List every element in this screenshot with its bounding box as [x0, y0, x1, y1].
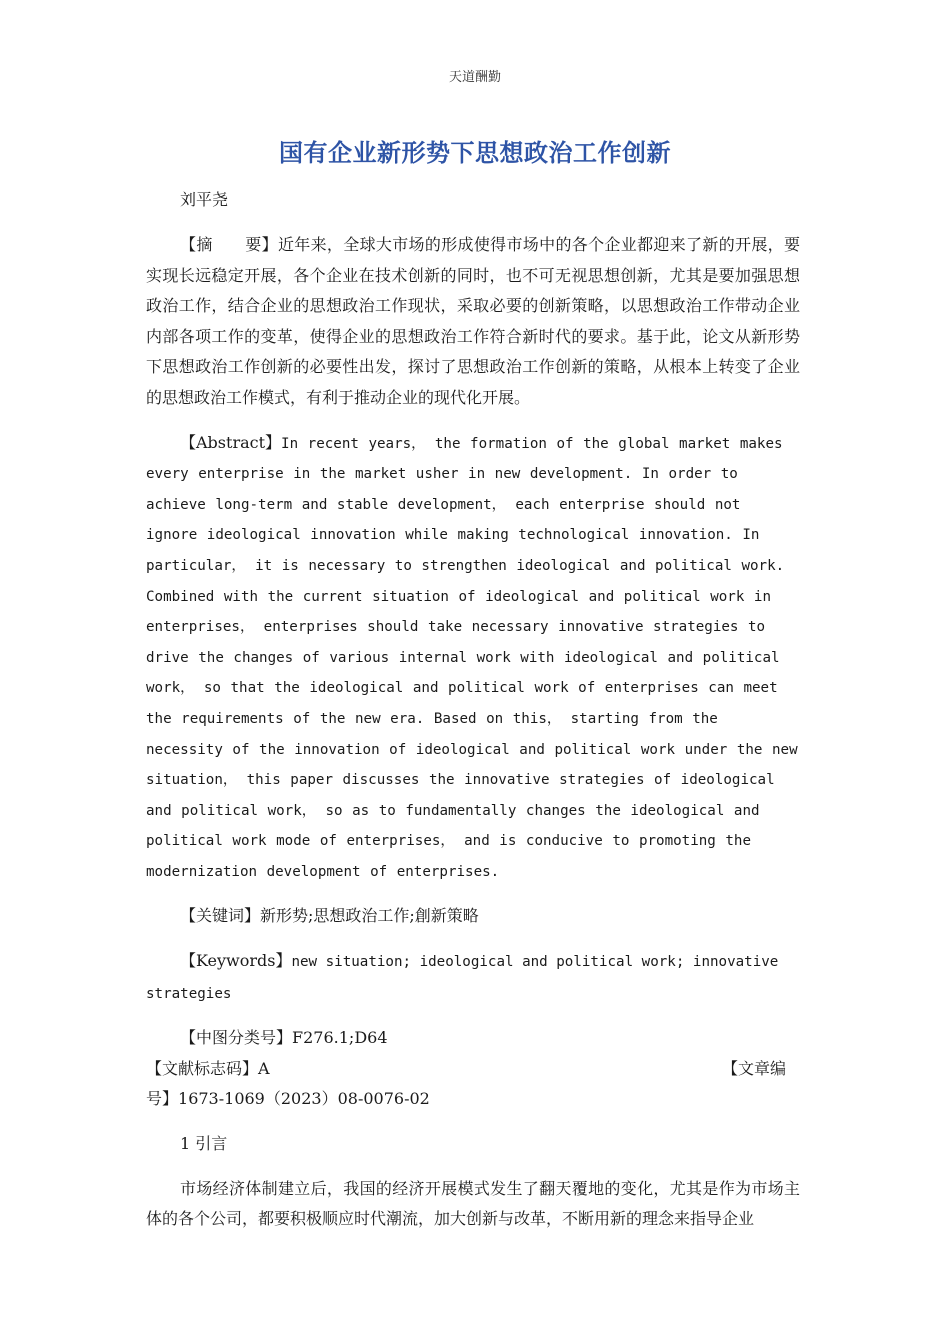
keywords-cn-text: 新形势;思想政治工作;創新策略 [260, 906, 479, 926]
keywords-en [146, 946, 800, 1009]
keywords-cn [146, 901, 800, 932]
article-body [146, 230, 800, 1249]
section-intro-paragraph: 市场经济体制建立后，我国的经济开展模式发生了翻天覆地的变化，尤其是作为市场主体的各个公司，都要积极顺应时代潮流，加大创新与改革，不断用新的理念来指导企业 [146, 1178, 800, 1229]
article-number [146, 1084, 800, 1115]
abstract-cn-text: 近年来，全球大市场的形成使得市场中的各个企业都迎来了新的开展，要实现长远稳定开展，各个企业在技术创新的同时，也不可无视思想创新，尤其是要加强思想政治工作，结合企业的思想政治工作现状，采取必要的创新策略，以思想政治工作带动企业内部各项工作的变革，使得企业的思想政治工作符合新时代的要求。基于此，论文从新形势下思想政治工作创新的必要性出发，探讨了思想政治工作创新的策略，从根本上转变了企业的思想政治工作模式，有利于推动企业的现代化开展。 [146, 235, 800, 407]
article-title: 国有企业新形势下思想政治工作创新 [279, 139, 671, 167]
classification-label: 【中图分类号】 [180, 1028, 293, 1048]
abstract-en-text: In recent years， the formation of the global market makes every enterprise in the market usher in new development. In order to achieve long-term and stable development， each enterprise should not ignore ideological innovation while making technological innovation. In particular， it is necessary to strengthen ideological and political work. Combined with the current situation of ideological and political work in enterprises， enterprises should take necessary innovative strategies to drive the changes of various internal work with ideological and political work， so that the ideological and political work of enterprises can meet the requirements of the new era. Based on this， starting from the necessity of the innovation of ideological and political work under the new situation， this paper discusses the innovative strategies of ideological and political work， so as to fundamentally changes the ideological and political work mode of enterprises， and is conducive to promoting the modernization development of enterprises. [146, 435, 798, 880]
abstract-cn-label: 【摘 要】 [180, 235, 278, 254]
document-code-label: 【文献标志码】 [146, 1058, 259, 1078]
classification-value: F276.1;D64 [292, 1028, 388, 1048]
document-code-row [146, 1054, 786, 1085]
abstract-en-label: 【Abstract】 [180, 432, 282, 452]
section-heading-intro: 1 引言 [180, 1134, 228, 1154]
document-code [146, 1054, 270, 1085]
classification-number [146, 1023, 800, 1054]
keywords-cn-label: 【关键词】 [180, 906, 261, 926]
author-name: 刘平尧 [180, 190, 229, 209]
article-number-label-part1: 【文章编 [721, 1058, 786, 1078]
running-header: 天道酬勤 [448, 70, 501, 85]
abstract-cn [146, 230, 800, 414]
article-number-value: 1673-1069（2023）08-0076-02 [178, 1089, 430, 1109]
article-number-label-part2: 号】 [146, 1089, 179, 1109]
keywords-en-label: 【Keywords】 [180, 951, 292, 971]
document-code-value: A [258, 1058, 270, 1078]
abstract-en [146, 428, 800, 888]
keywords-en-text: new situation; ideological and political work; innovative strategies [146, 954, 779, 1002]
